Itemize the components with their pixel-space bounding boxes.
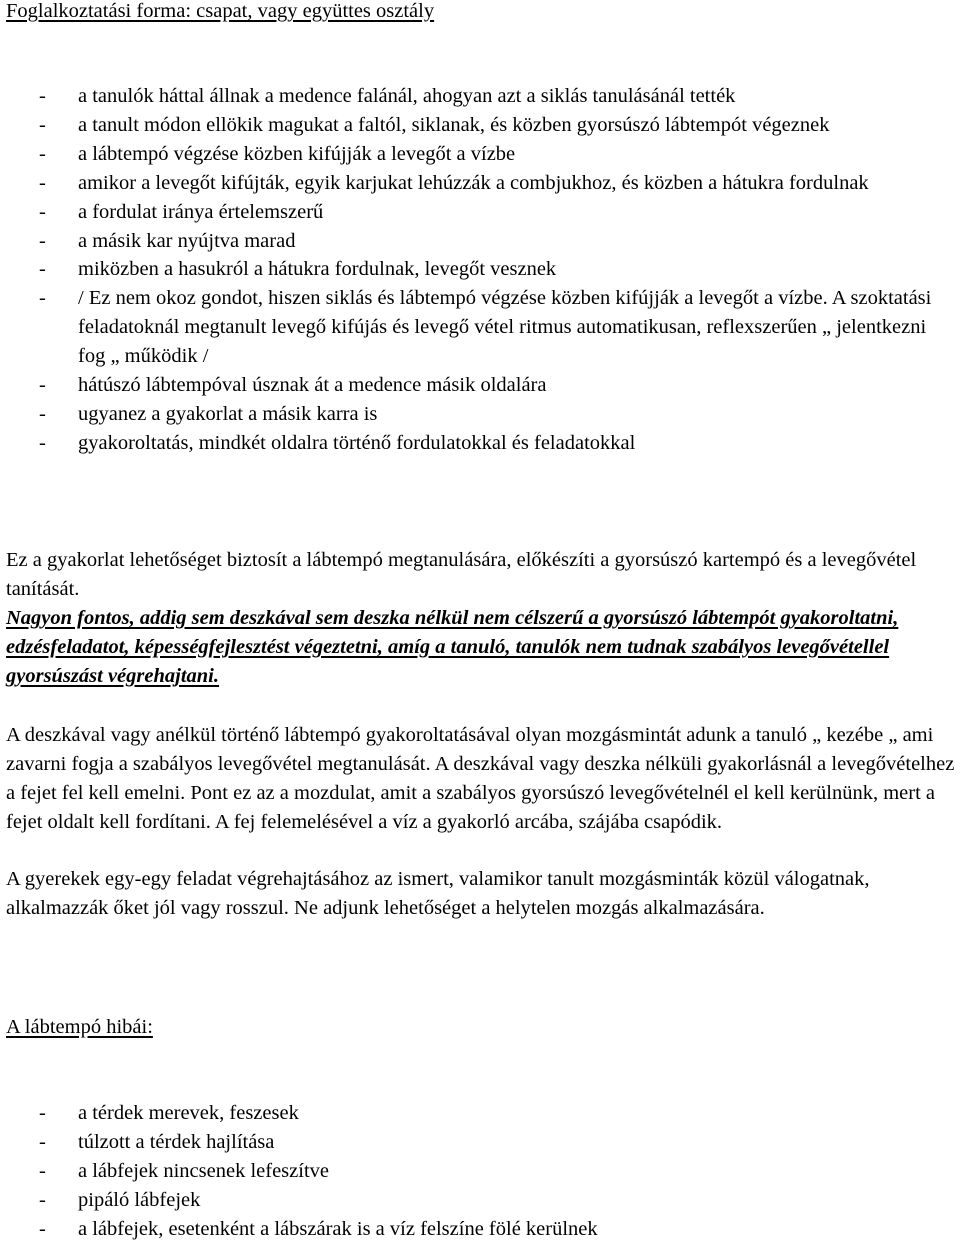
list-bullet-dash: - — [39, 85, 46, 107]
errors-list — [6, 1099, 956, 1244]
exercise-step — [6, 255, 956, 284]
error-item-text: a térdek merevek, feszesek — [78, 1102, 299, 1124]
children-paragraph: A gyerekek egy-egy feladat végrehajtásához az ismert, valamikor tanult mozgásminták közül válogatnak, alkalmazzák őket jól vagy rosszul. Ne adjunk lehetőséget a helytelen mozgás alkalmazására. — [6, 868, 870, 919]
error-item-text: túlzott a térdek hajlítása — [78, 1130, 275, 1153]
exercise-step-text: a tanult módon ellökik magukat a faltól, siklanak, és közben gyorsúszó lábtempót végeznek — [78, 113, 830, 136]
exercise-step-text: / Ez nem okoz gondot, hiszen siklás és lábtempó végzése közben kifújják a levegőt a vízbe. A szoktatási feladatoknál megtanult levegő kifújás és levegő vétel ritmus automatikusan, reflexszerűen „ jelentkezni fog „ működik / — [78, 287, 932, 368]
important-note-paragraph: Nagyon fontos, addig sem deszkával sem deszka nélkül nem célszerű a gyorsúszó lábtempót gyakoroltatni, edzésfeladatot, képességfejlesztést végeztetni, amíg a tanuló, tanulók nem tudnak szabályos levegővétellel gyorsúszást végrehajtani. — [6, 607, 899, 687]
error-item — [6, 1128, 956, 1157]
list-bullet-dash: - — [39, 402, 46, 425]
list-bullet-dash: - — [39, 113, 46, 136]
exercise-step-text: a másik kar nyújtva marad — [78, 229, 296, 252]
error-item-text: pipáló lábfejek — [78, 1188, 201, 1211]
exercise-step-text: gyakoroltatás, mindkét oldalra történő fordulatokkal és feladatokkal — [78, 431, 636, 454]
purpose-paragraph: Ez a gyakorlat lehetőséget biztosít a lábtempó megtanulására, előkészíti a gyorsúszó kartempó és a levegővétel tanítását. — [6, 549, 917, 600]
exercise-step-text: ugyanez a gyakorlat a másik karra is — [78, 402, 378, 425]
exercise-step-text: miközben a hasukról a hátukra fordulnak, levegőt vesznek — [78, 258, 557, 281]
kickboard-paragraph: A deszkával vagy anélkül történő lábtempó gyakoroltatásával olyan mozgásmintát adunk a tanuló „ kezébe „ ami zavarni fogja a szabályos levegővétel megtanulását. A deszkával vagy deszka nélküli gyakorlásnál a levegővételhez a fejet fel kell emelni. Pont ez az a mozdulat, amit a szabályos gyorsúszó levegővételnél el kell kerülnünk, mert a fejet oldalt kell fordítani. A fej felemelésével a víz a gyakorló arcába, szájába csapódik. — [6, 724, 955, 833]
list-bullet-dash: - — [39, 142, 46, 165]
list-bullet-dash: - — [39, 229, 46, 252]
list-bullet-dash: - — [39, 287, 46, 310]
exercise-step-text: a lábtempó végzése közben kifújják a levegőt a vízbe — [78, 142, 516, 165]
exercise-step — [6, 111, 956, 140]
list-bullet-dash: - — [39, 1217, 46, 1240]
exercise-step — [6, 198, 956, 227]
list-bullet-dash: - — [39, 1159, 46, 1182]
error-item-text: a lábfejek, esetenként a lábszárak is a víz felszíne fölé kerülnek — [78, 1217, 598, 1240]
list-bullet-dash: - — [39, 171, 46, 194]
exercise-step — [6, 82, 956, 111]
page-title: Foglalkoztatási forma: csapat, vagy együttes osztály — [6, 0, 435, 22]
error-item — [6, 1215, 956, 1244]
error-item — [6, 1157, 956, 1186]
exercise-steps-list — [6, 82, 956, 458]
exercise-step — [6, 227, 956, 256]
error-item-text: a lábfejek nincsenek lefeszítve — [78, 1159, 329, 1182]
error-item — [6, 1099, 956, 1128]
exercise-step — [6, 400, 956, 429]
exercise-step — [6, 371, 956, 400]
list-bullet-dash: - — [39, 431, 46, 454]
errors-heading: A lábtempó hibái: — [6, 1016, 153, 1038]
list-bullet-dash: - — [39, 200, 46, 223]
exercise-step-text: hátúszó lábtempóval úsznak át a medence másik oldalára — [78, 374, 547, 397]
list-bullet-dash: - — [39, 258, 46, 281]
exercise-step-text: a fordulat iránya értelemszerű — [78, 200, 324, 223]
error-item — [6, 1186, 956, 1215]
exercise-step — [6, 140, 956, 169]
list-bullet-dash: - — [39, 374, 46, 397]
list-bullet-dash: - — [39, 1130, 46, 1153]
exercise-step-text: amikor a levegőt kifújták, egyik karjukat lehúzzák a combjukhoz, és közben a hátukra fordulnak — [78, 171, 869, 194]
list-bullet-dash: - — [39, 1188, 46, 1211]
exercise-step — [6, 284, 956, 371]
list-bullet-dash: - — [39, 1102, 46, 1124]
exercise-step-text: a tanulók háttal állnak a medence falánál, ahogyan azt a siklás tanulásánál tették — [78, 85, 736, 107]
exercise-step — [6, 169, 956, 198]
exercise-step — [6, 429, 956, 458]
